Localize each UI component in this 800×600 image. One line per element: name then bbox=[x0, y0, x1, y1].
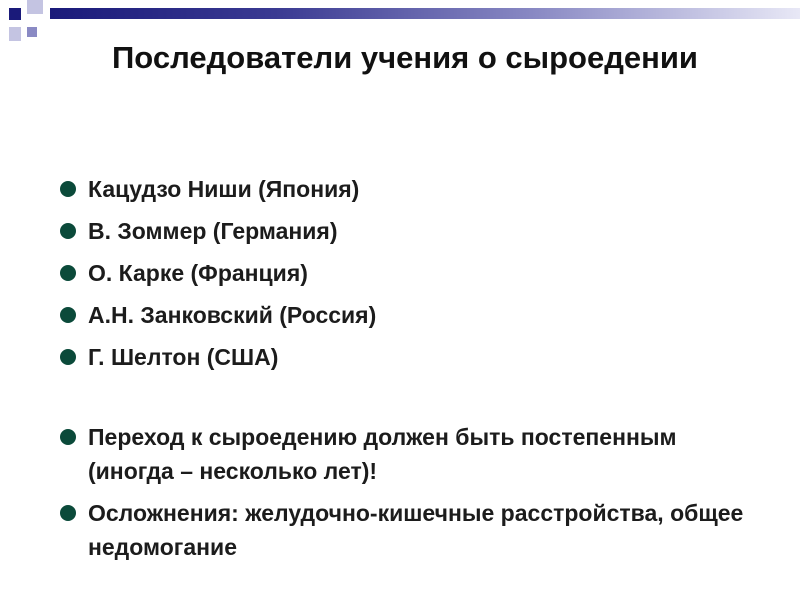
bullet-item bbox=[58, 420, 758, 488]
bullet-text: Осложнения: желудочно-кишечные расстройства, общее недомогание bbox=[88, 500, 744, 560]
bullet-item bbox=[58, 496, 758, 564]
bullet-text: О. Карке (Франция) bbox=[88, 260, 308, 286]
bullet-text: Кацудзо Ниши (Япония) bbox=[88, 176, 360, 202]
bullet-dot-icon bbox=[60, 265, 76, 281]
decor-square-light bbox=[9, 27, 21, 41]
decor-square-mid bbox=[27, 27, 37, 37]
bullet-item bbox=[58, 340, 758, 374]
bullet-item bbox=[58, 256, 758, 290]
bullet-item bbox=[58, 172, 758, 206]
bullet-dot-icon bbox=[60, 429, 76, 445]
bullet-text: В. Зоммер (Германия) bbox=[88, 218, 338, 244]
decor-square-light bbox=[27, 0, 43, 14]
decor-square-navy bbox=[9, 8, 21, 20]
bullet-item bbox=[58, 298, 758, 332]
bullet-text: Г. Шелтон (США) bbox=[88, 344, 279, 370]
bullet-dot-icon bbox=[60, 307, 76, 323]
bullet-dot-icon bbox=[60, 349, 76, 365]
slide-title: Последователи учения о сыроедении bbox=[112, 40, 698, 75]
decor-gradient-bar bbox=[50, 8, 800, 19]
bullet-dot-icon bbox=[60, 505, 76, 521]
bullet-text: А.Н. Занковский (Россия) bbox=[88, 302, 377, 328]
bullet-list bbox=[58, 172, 758, 564]
bullet-text: Переход к сыроедению должен быть постепенным (иногда – несколько лет)! bbox=[88, 424, 677, 484]
bullet-dot-icon bbox=[60, 223, 76, 239]
bullet-item bbox=[58, 214, 758, 248]
bullet-dot-icon bbox=[60, 181, 76, 197]
